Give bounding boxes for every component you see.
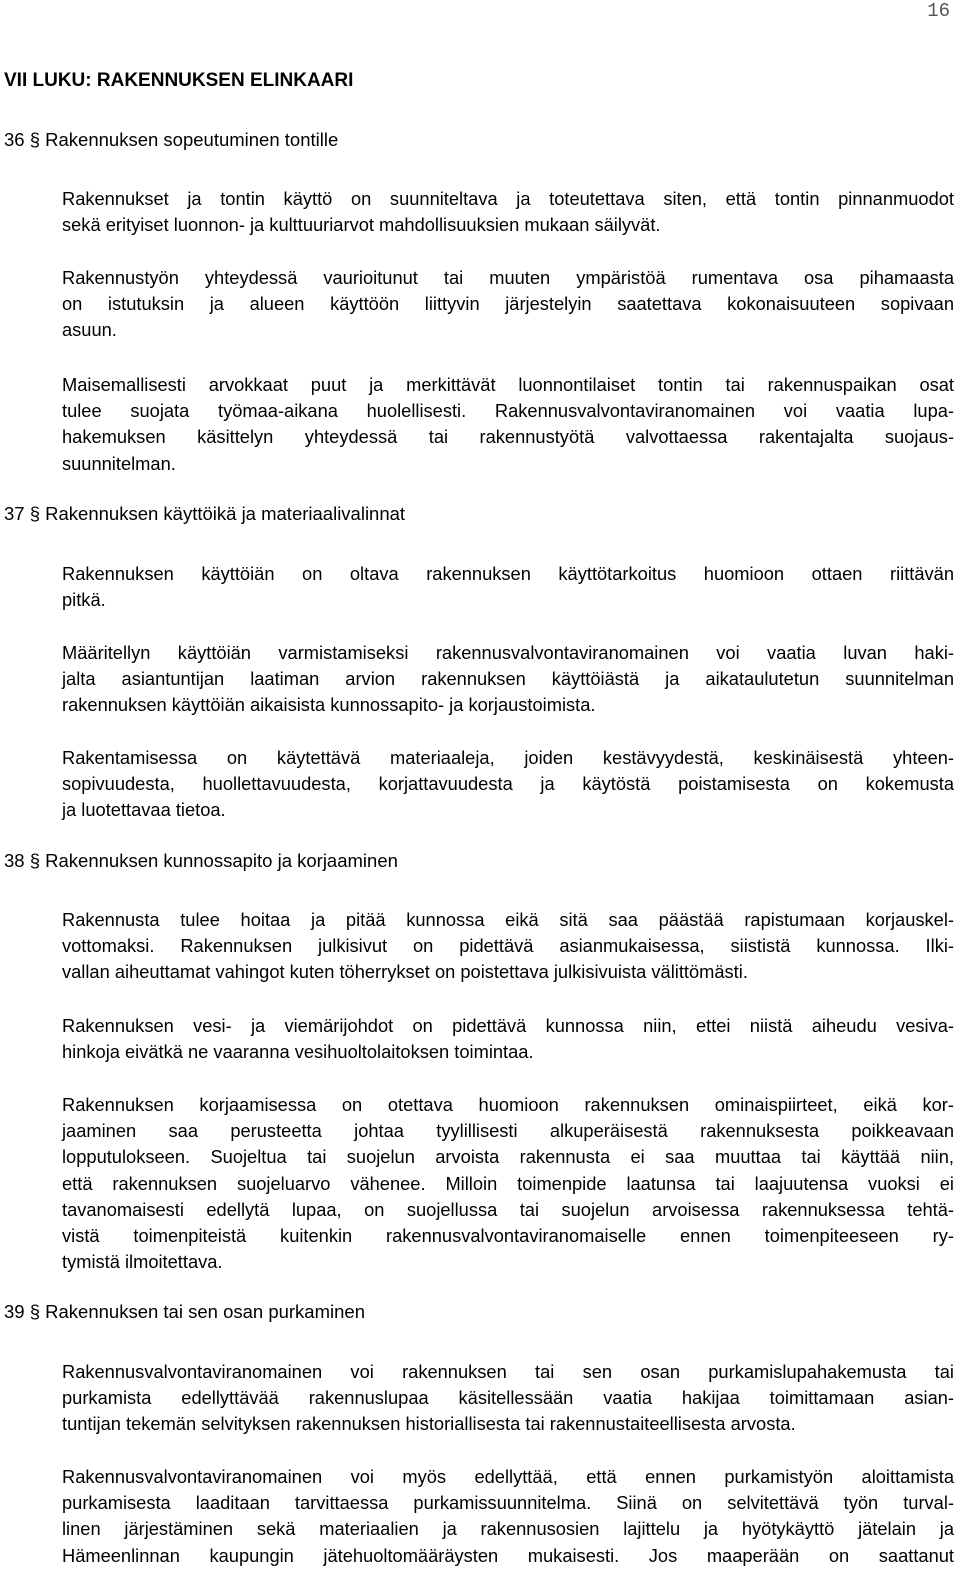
paragraph-36-3 [62, 372, 954, 477]
text-line: vottomaksi. Rakennuksen julkisivut on pidettävä asianmukaisessa, siististä kunnossa. Ilki- [62, 935, 954, 957]
section-heading-39: 39 § Rakennuksen tai sen osan purkaminen [4, 1301, 365, 1322]
text-line: Rakennuksen käyttöiän on oltava rakennuksen käyttötarkoitus huomioon ottaen riittävän [62, 563, 954, 584]
text-line: Määritellyn käyttöiän varmistamiseksi rakennusvalvontaviranomainen voi vaatia luvan haki- [62, 642, 954, 663]
text-line: asuun. [62, 319, 117, 341]
paragraph-36-2 [62, 265, 954, 344]
text-line: hinkoja eivätkä ne vaaranna vesihuoltolaitoksen toimintaa. [62, 1041, 534, 1063]
text-line: Rakennuksen vesi- ja viemärijohdot on pidettävä kunnossa niin, ettei niistä aiheudu vesiva- [62, 1015, 954, 1036]
paragraph-37-1 [62, 561, 954, 613]
section-heading-38: 38 § Rakennuksen kunnossapito ja korjaaminen [4, 850, 398, 871]
text-line: Maisemallisesti arvokkaat puut ja merkittävät luonnontilaiset tontin tai rakennuspaikan osat [62, 374, 954, 395]
paragraph-37-3 [62, 745, 954, 824]
text-line: purkamista edellyttävää rakennuslupaa käsitellessään vaatia hakijaa toimittamaan asian- [62, 1387, 954, 1409]
text-line: on istutuksin ja alueen käyttöön liittyvin järjestelyin saatettava kokonaisuuteen sopivaan [62, 293, 954, 315]
text-line: hakemuksen käsittelyn yhteydessä tai rakennustyötä valvottaessa rakentajalta suojaus- [62, 426, 954, 448]
text-line: purkamisesta laaditaan tarvittaessa purkamissuunnitelma. Siinä on selvitettävä työn turval- [62, 1492, 954, 1514]
text-line: suunnitelman. [62, 452, 176, 474]
section-heading-37: 37 § Rakennuksen käyttöikä ja materiaalivalinnat [4, 503, 406, 524]
text-line: Rakennusvalvontaviranomainen voi rakennuksen tai sen osan purkamislupahakemusta tai [62, 1361, 954, 1382]
text-line: tuntijan tekemän selvityksen rakennuksen historiallisesta tai rakennustaiteellisesta arvosta. [62, 1413, 796, 1435]
text-line: Rakennukset ja tontin käyttö on suunniteltava ja toteutettava siten, että tontin pinnanmuodot [62, 188, 954, 209]
text-line: jaaminen saa perusteetta johtaa tyylillisesti alkuperäisestä rakennuksesta poikkeavaan [62, 1120, 954, 1142]
text-line: vallan aiheuttamat vahingot kuten töherrykset on poistettava julkisivuista välittömästi. [62, 961, 748, 983]
text-line: linen järjestäminen sekä materiaalien ja rakennusosien lajittelu ja hyötykäyttö jätelain ja [62, 1518, 954, 1540]
text-line: sopivuudesta, huollettavuudesta, korjattavuudesta ja käytöstä poistamisesta on kokemusta [62, 773, 954, 795]
text-line: jalta asiantuntijan laatiman arvion rakennuksen käyttöiästä ja aikataulutetun suunnitelman [62, 668, 954, 690]
paragraph-38-1 [62, 907, 954, 986]
text-line: että rakennuksen suojeluarvo vähenee. Milloin toimenpide laatunsa tai laajuutensa vuoksi ei [62, 1172, 954, 1194]
text-line: Rakennuksen korjaamisessa on otettava huomioon rakennuksen ominaispiirteet, eikä kor- [62, 1094, 954, 1115]
text-line: ja luotettavaa tietoa. [62, 799, 226, 821]
paragraph-39-1 [62, 1359, 954, 1438]
text-line: Rakennusta tulee hoitaa ja pitää kunnossa eikä sitä saa päästää rapistumaan korjauskel- [62, 909, 954, 930]
section-heading-36: 36 § Rakennuksen sopeutuminen tontille [4, 129, 339, 150]
paragraph-36-1 [62, 186, 954, 238]
text-line: vistä toimenpiteistä kuitenkin rakennusvalvontaviranomaiselle ennen toimenpiteeseen ry- [62, 1225, 954, 1247]
paragraph-38-3 [62, 1092, 954, 1275]
text-line: pitkä. [62, 589, 106, 611]
text-line: lopputulokseen. Suojeltua tai suojelun arvoista rakennusta ei saa muuttaa tai käyttää niin, [62, 1146, 954, 1168]
text-line: tavanomaisesti edellytä lupaa, on suojellussa tai suojelun arvoisessa rakennuksessa tehtä- [62, 1198, 954, 1220]
text-line: Rakennustyön yhteydessä vaurioitunut tai muuten ympäristöä rumentava osa pihamaasta [62, 267, 954, 288]
chapter-title: VII LUKU: RAKENNUKSEN ELINKAARI [4, 70, 354, 91]
paragraph-38-2 [62, 1013, 954, 1065]
text-line: sekä erityiset luonnon- ja kulttuuriarvot mahdollisuuksien mukaan säilyvät. [62, 214, 661, 236]
text-line: rakennuksen käyttöiän aikaisista kunnossapito- ja korjaustoimista. [62, 694, 596, 716]
text-line: Rakentamisessa on käytettävä materiaaleja, joiden kestävyydestä, keskinäisestä yhteen- [62, 747, 954, 768]
page-number: 16 [927, 0, 950, 22]
paragraph-39-2 [62, 1464, 954, 1569]
text-line: tymistä ilmoitettava. [62, 1251, 223, 1273]
paragraph-37-2 [62, 640, 954, 719]
text-line: Rakennusvalvontaviranomainen voi myös edellyttää, että ennen purkamistyön aloittamista [62, 1466, 954, 1487]
text-line: Hämeenlinnan kaupungin jätehuoltomääräysten mukaisesti. Jos maaperään on saattanut [62, 1544, 954, 1566]
text-line: tulee suojata työmaa-aikana huolellisesti. Rakennusvalvontaviranomainen voi vaatia lupa- [62, 400, 954, 422]
